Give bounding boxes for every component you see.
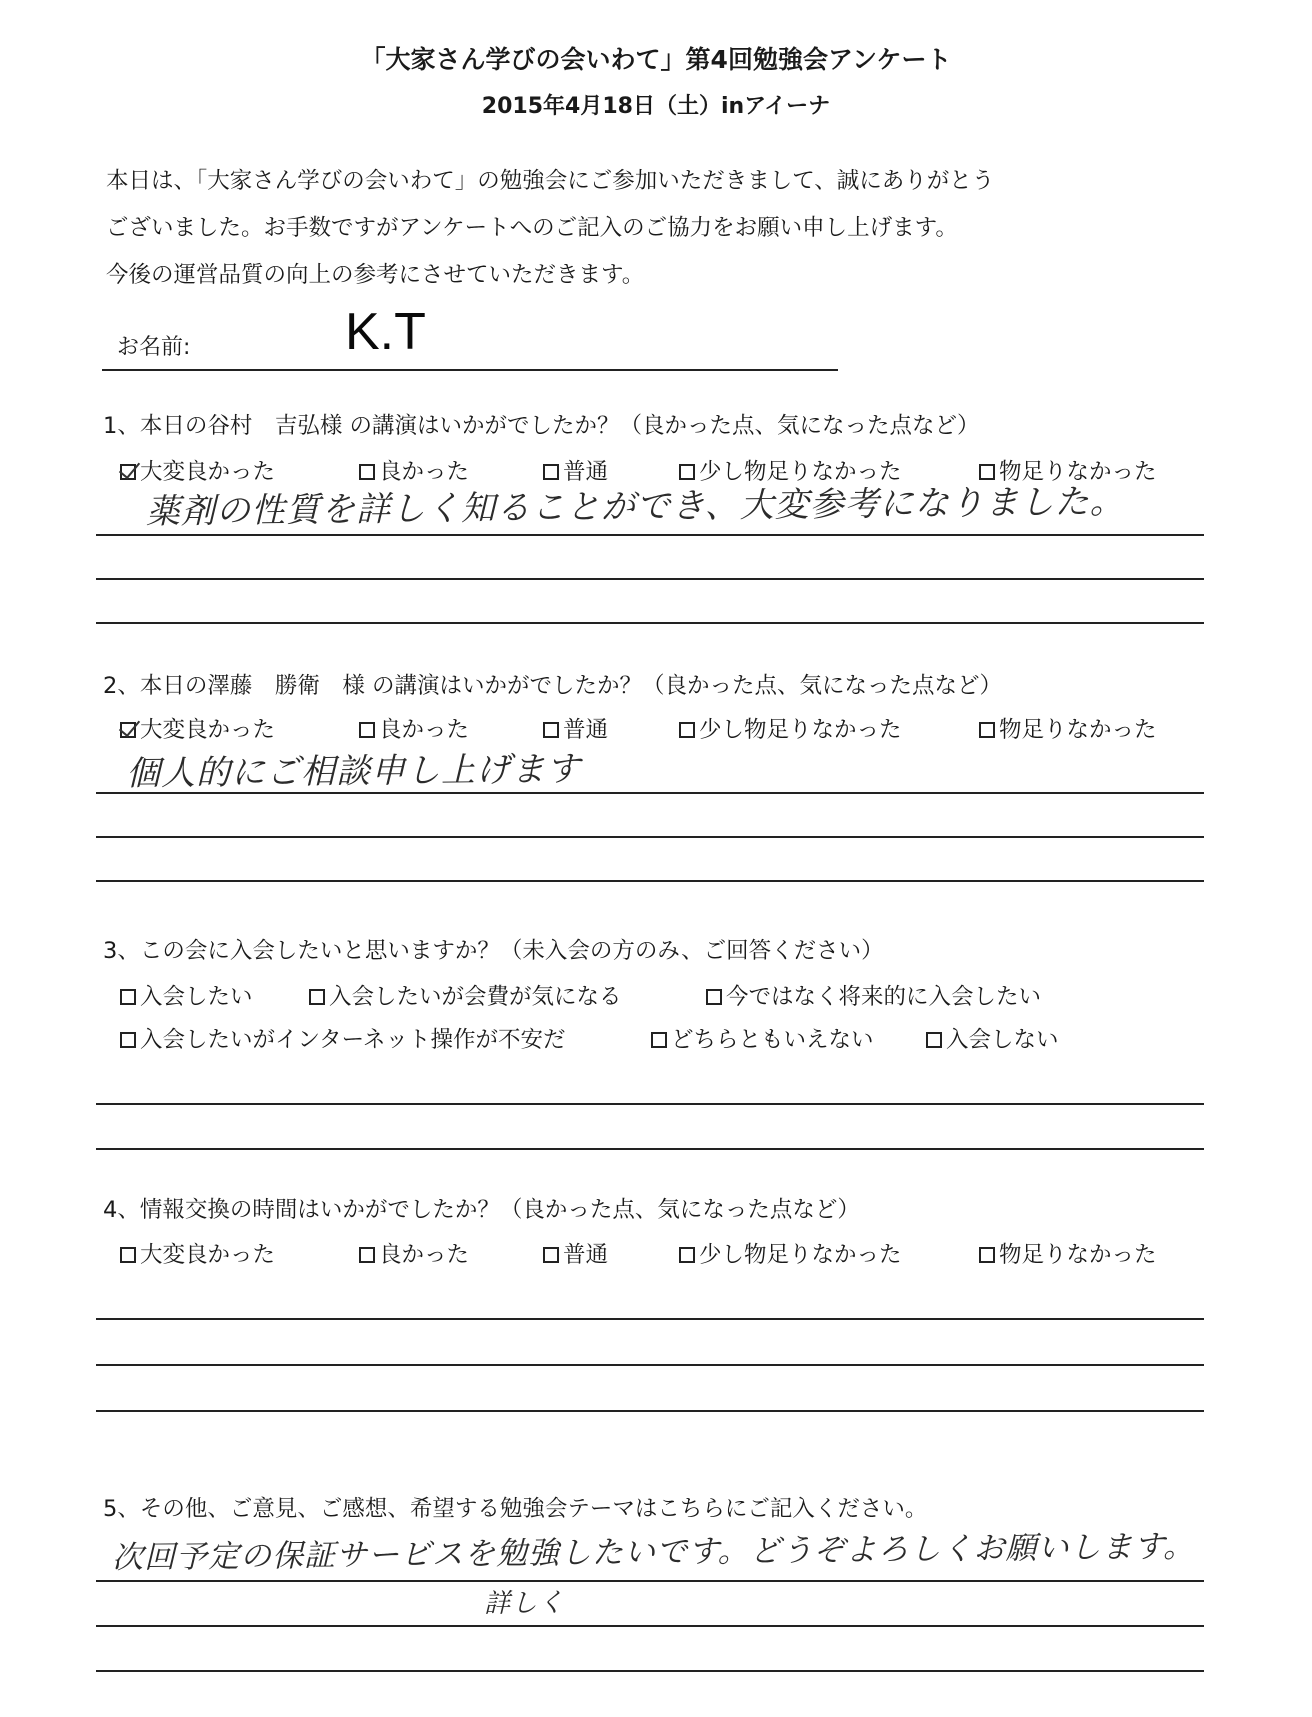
q3-option-join-internet-concern[interactable]: 入会したいがインターネット操作が不安だ	[120, 1022, 565, 1054]
checkbox-icon[interactable]	[706, 989, 722, 1005]
q5-question: 5、その他、ご意見、ご感想、希望する勉強会テーマはこちらにご記入ください。	[103, 1496, 928, 1522]
answer-line	[96, 836, 1204, 838]
q3-option-undecided[interactable]: どちらともいえない	[651, 1022, 874, 1054]
intro-line-3: 今後の運営品質の向上の参考にさせていただきます。	[106, 262, 645, 288]
checkbox-icon[interactable]	[120, 1247, 136, 1263]
q2-option-lacking[interactable]: 物足りなかった	[979, 712, 1157, 744]
checkbox-icon[interactable]	[120, 989, 136, 1005]
q3-option-join-fee-concern[interactable]: 入会したいが会費が気になる	[309, 979, 622, 1011]
answer-line	[96, 1410, 1204, 1412]
q1-option-lacking[interactable]: 物足りなかった	[979, 454, 1157, 486]
answer-line	[96, 1580, 1204, 1582]
q1-option-slightly-lacking[interactable]: 少し物足りなかった	[679, 454, 902, 486]
answer-line	[96, 622, 1204, 624]
q5-handwritten-answer[interactable]: 次回予定の保証サービスを勉強したいです。どうぞよろしくお願いします。	[111, 1528, 1196, 1576]
q2-option-very-good[interactable]: 大変良かった	[120, 712, 275, 744]
q4-option-very-good[interactable]: 大変良かった	[120, 1237, 275, 1269]
q2-option-slightly-lacking[interactable]: 少し物足りなかった	[679, 712, 902, 744]
checkbox-icon[interactable]	[309, 989, 325, 1005]
answer-line	[96, 792, 1204, 794]
checkbox-icon[interactable]	[979, 722, 995, 738]
checkbox-icon[interactable]	[979, 1247, 995, 1263]
survey-date-venue: 2015年4月18日（土）inアイーナ	[481, 94, 831, 119]
checkbox-icon[interactable]	[679, 1247, 695, 1263]
checkbox-checked-icon[interactable]	[120, 722, 136, 738]
name-label: お名前:	[117, 335, 191, 360]
answer-line	[96, 880, 1204, 882]
q5-handwritten-insert: 詳しく	[483, 1588, 566, 1619]
name-underline	[102, 369, 838, 371]
q2-option-good[interactable]: 良かった	[359, 712, 469, 744]
checkbox-icon[interactable]	[651, 1032, 667, 1048]
checkbox-icon[interactable]	[359, 464, 375, 480]
checkbox-icon[interactable]	[120, 1032, 136, 1048]
q1-question: 1、本日の谷村 吉弘様 の講演はいかがでしたか？（良かった点、気になった点など）	[103, 413, 980, 439]
answer-line	[96, 1148, 1204, 1150]
checkbox-icon[interactable]	[679, 722, 695, 738]
answer-line	[96, 1103, 1204, 1105]
q2-handwritten-answer[interactable]: 個人的にご相談申し上げます	[125, 749, 582, 794]
checkbox-icon[interactable]	[359, 1247, 375, 1263]
q4-option-good[interactable]: 良かった	[359, 1237, 469, 1269]
intro-line-1: 本日は、「大家さん学びの会いわて」の勉強会にご参加いただきまして、誠にありがとう	[106, 168, 995, 194]
q4-option-slightly-lacking[interactable]: 少し物足りなかった	[679, 1237, 902, 1269]
q3-question: 3、この会に入会したいと思いますか？（未入会の方のみ、ご回答ください）	[103, 938, 884, 964]
answer-line	[96, 1364, 1204, 1366]
q1-option-normal[interactable]: 普通	[543, 454, 608, 486]
answer-line	[96, 1625, 1204, 1627]
q3-option-not-join[interactable]: 入会しない	[926, 1022, 1059, 1054]
answer-line	[96, 1318, 1204, 1320]
checkbox-checked-icon[interactable]	[120, 464, 136, 480]
q1-handwritten-answer[interactable]: 薬剤の性質を詳しく知ることができ、大変参考になりました。	[145, 481, 1125, 532]
q4-option-normal[interactable]: 普通	[543, 1237, 608, 1269]
q1-option-good[interactable]: 良かった	[359, 454, 469, 486]
q4-question: 4、情報交換の時間はいかがでしたか？（良かった点、気になった点など）	[103, 1197, 860, 1223]
q3-option-join[interactable]: 入会したい	[120, 979, 253, 1011]
q2-option-normal[interactable]: 普通	[543, 712, 608, 744]
survey-title: 「大家さん学びの会いわて」第4回勉強会アンケート	[360, 45, 952, 74]
checkbox-icon[interactable]	[543, 464, 559, 480]
name-value[interactable]: K.T	[345, 303, 426, 361]
q4-option-lacking[interactable]: 物足りなかった	[979, 1237, 1157, 1269]
checkbox-icon[interactable]	[359, 722, 375, 738]
checkbox-icon[interactable]	[543, 722, 559, 738]
answer-line	[96, 578, 1204, 580]
q2-question: 2、本日の澤藤 勝衛 様 の講演はいかがでしたか？（良かった点、気になった点など）	[103, 673, 1002, 699]
checkbox-icon[interactable]	[926, 1032, 942, 1048]
answer-line	[96, 534, 1204, 536]
q1-option-very-good[interactable]: 大変良かった	[120, 454, 275, 486]
answer-line	[96, 1670, 1204, 1672]
checkbox-icon[interactable]	[543, 1247, 559, 1263]
q3-option-join-future[interactable]: 今ではなく将来的に入会したい	[706, 979, 1041, 1011]
intro-line-2: ございました。お手数ですがアンケートへのご記入のご協力をお願い申し上げます。	[106, 215, 958, 241]
